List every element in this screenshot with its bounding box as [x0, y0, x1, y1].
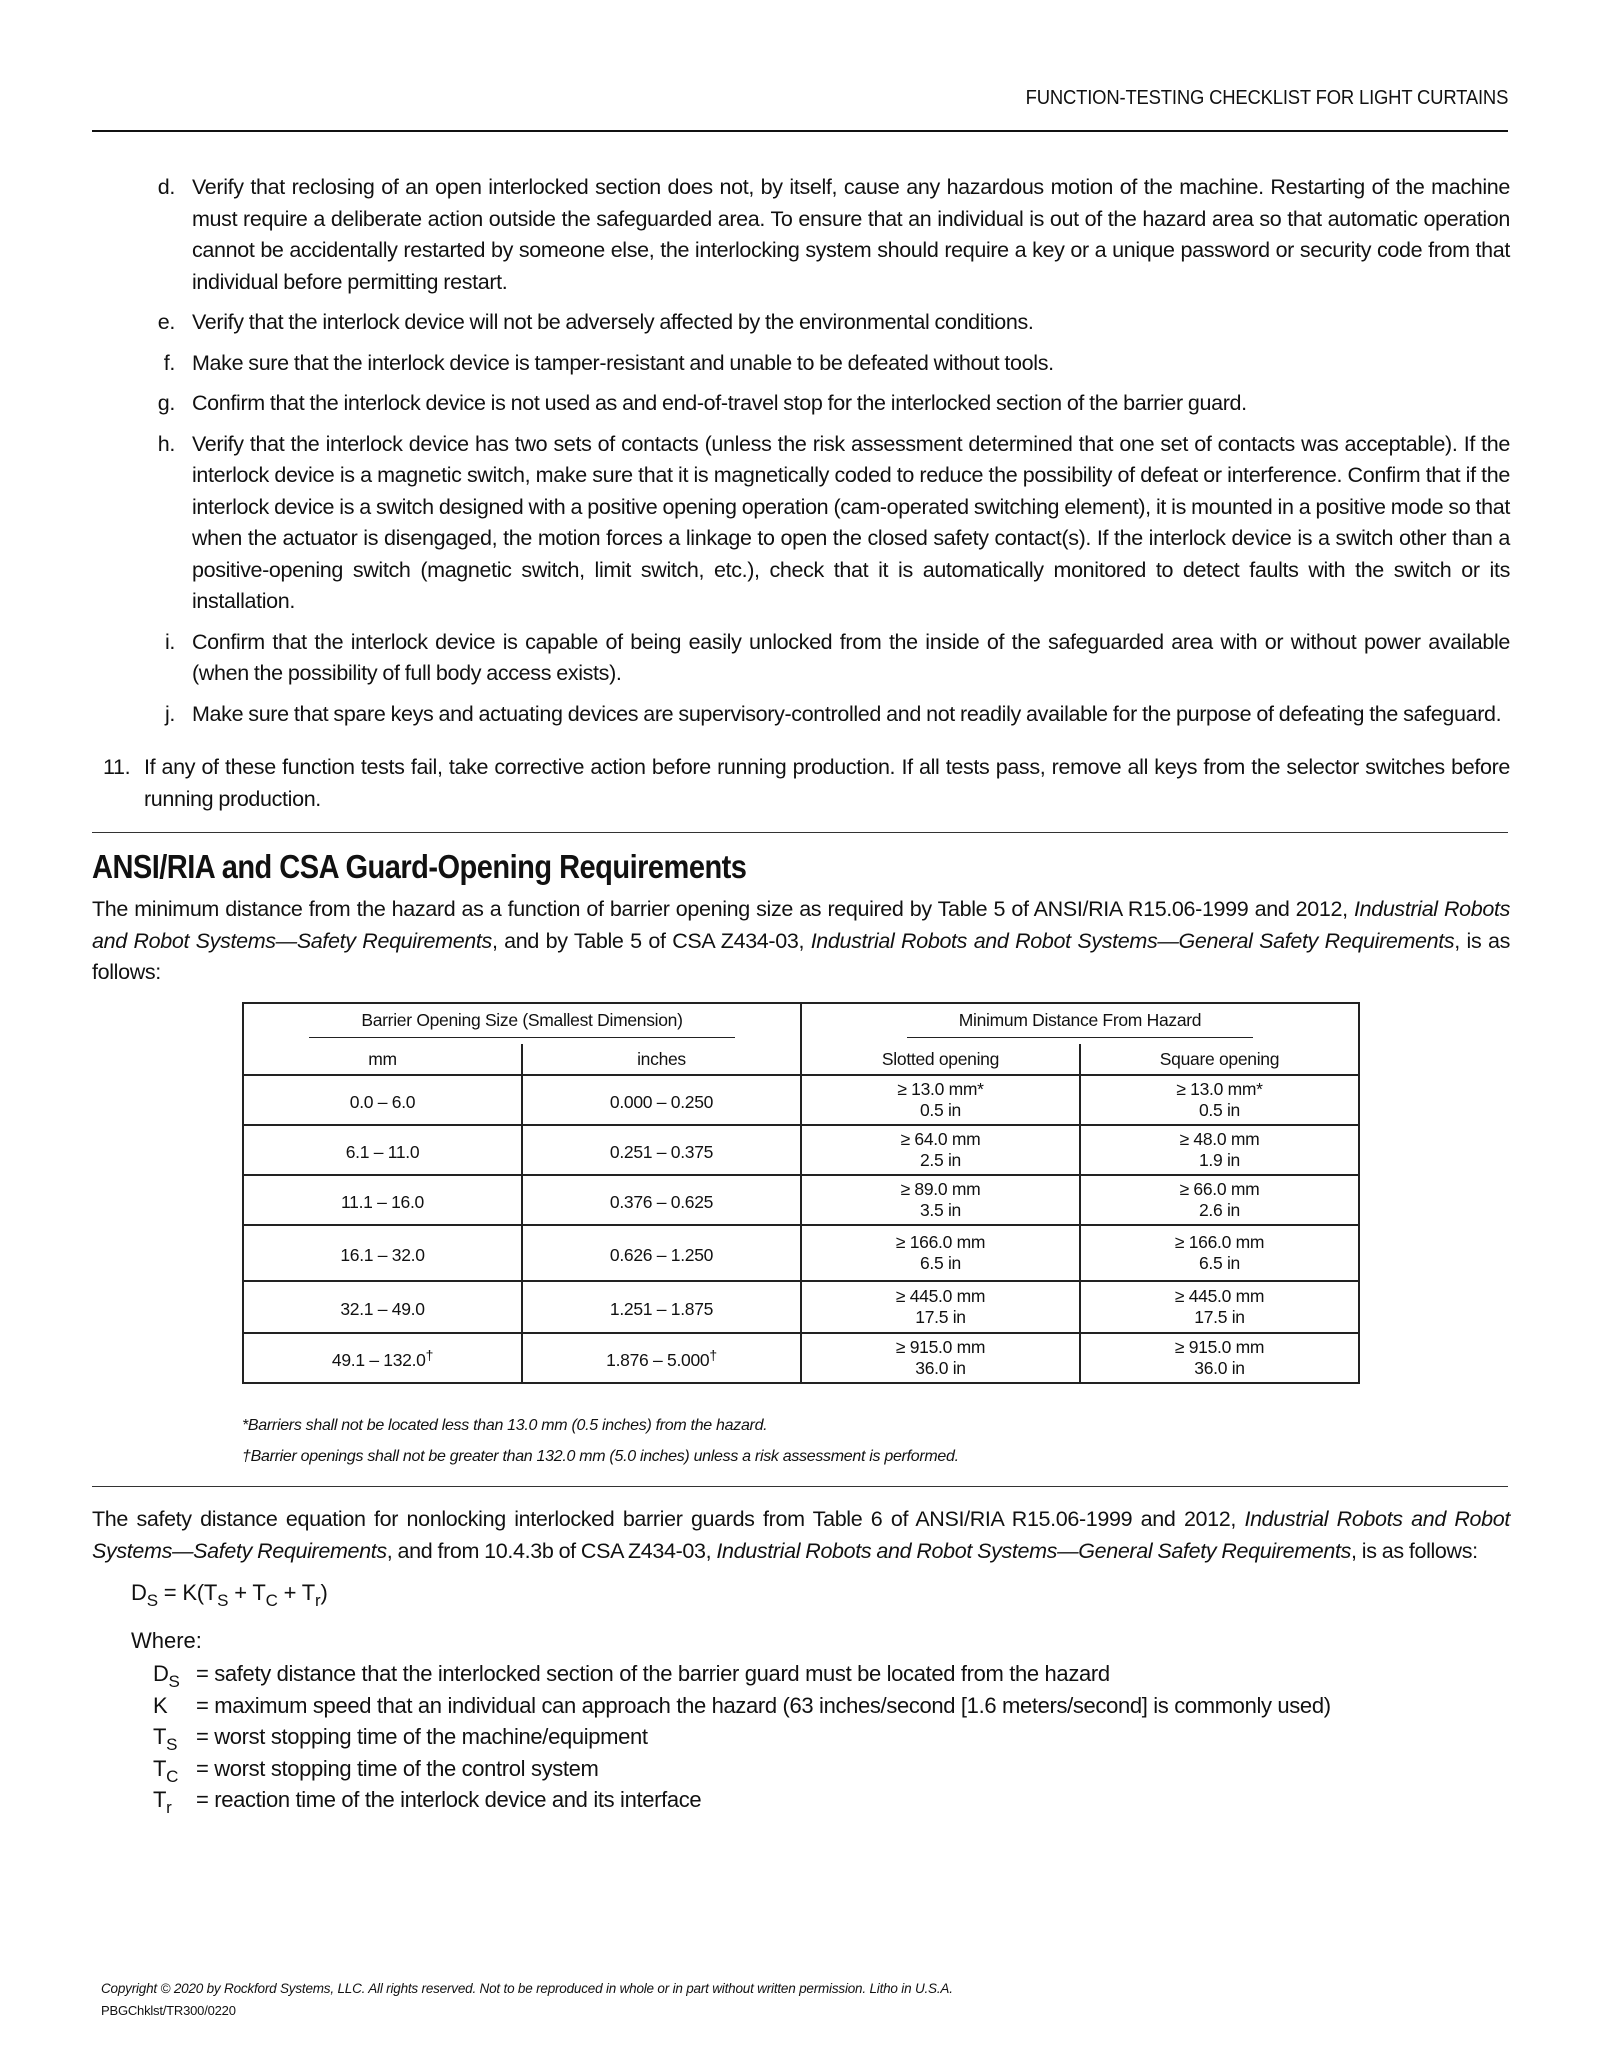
- definition-symbol: [153, 1784, 171, 1824]
- cell-value: 1.251 – 1.875: [609, 1299, 714, 1319]
- section-rule: [92, 832, 1508, 833]
- document-number: PBGChklst/TR300/0220: [101, 2003, 236, 2018]
- cell-value: 6.1 – 11.0: [345, 1142, 420, 1162]
- cell-inches: [522, 1225, 801, 1281]
- intro-text: , is as follows:: [92, 928, 1510, 984]
- section-intro: [92, 894, 1510, 989]
- cell-value: 1.9 in: [1198, 1150, 1240, 1170]
- checklist-item-11: [103, 752, 1510, 815]
- cell-value: 0.626 – 1.250: [609, 1245, 714, 1265]
- guard-opening-table: [242, 1002, 1360, 1384]
- cell-value: ≥ 445.0 mm: [895, 1286, 986, 1306]
- cell-value: 6.5 in: [919, 1253, 961, 1273]
- table-row: [243, 1075, 1359, 1125]
- cell-value: 0.0 – 6.0: [349, 1092, 416, 1112]
- safety-distance-equation: $D_S = K(T_S + T_C + T_r)$: [131, 1580, 328, 1610]
- footnote: †Barrier openings shall not be greater than 132.0 mm (5.0 inches) unless a risk assessment is performed.: [242, 1448, 959, 1465]
- cell-value: 6.5 in: [1198, 1253, 1240, 1273]
- cell-value: 2.5 in: [919, 1150, 961, 1170]
- intro-text: The safety distance equation for: [92, 1507, 407, 1531]
- intro-reference: Industrial Robots and Robot Systems—General Safety Requirements: [810, 928, 1455, 953]
- intro-text: , and by Table 5 of CSA Z434-03,: [491, 928, 811, 953]
- list-item-text: Make sure that the interlock device is tamper-resistant and unable to be defeated without tools.: [192, 350, 1054, 375]
- list-item-letter: g.: [157, 391, 175, 415]
- table-row: [243, 1333, 1359, 1383]
- cell-square: [1080, 1075, 1359, 1125]
- cell-value: ≥ 13.0 mm*: [1176, 1079, 1263, 1099]
- cell-square: [1080, 1175, 1359, 1225]
- cell-mm: [243, 1125, 522, 1175]
- list-item-letter: h.: [157, 431, 175, 456]
- cell-value: ≥ 89.0 mm: [900, 1179, 981, 1199]
- table-row: [243, 1125, 1359, 1175]
- where-label: Where:: [131, 1628, 202, 1653]
- cell-inches: [522, 1125, 801, 1175]
- list-item: [155, 348, 1510, 380]
- column-header: mm: [243, 1044, 522, 1075]
- section-title: ANSI/RIA and CSA Guard-Opening Requirements: [92, 848, 747, 885]
- column-header: inches: [522, 1044, 801, 1075]
- cell-value: ≥ 64.0 mm: [900, 1129, 981, 1149]
- symbol-letter: K: [153, 1692, 168, 1718]
- column-header: Slotted opening: [801, 1044, 1080, 1075]
- cell-mark: †: [425, 1347, 434, 1363]
- symbol-subscript: S: [166, 1735, 178, 1754]
- cell-slotted: [801, 1225, 1080, 1281]
- cell-value: 17.5 in: [915, 1307, 966, 1327]
- symbol-letter: T: [153, 1724, 167, 1749]
- cell-slotted: [801, 1075, 1080, 1125]
- running-header: FUNCTION-TESTING CHECKLIST FOR LIGHT CURTAINS: [1025, 86, 1508, 109]
- list-item: [155, 388, 1510, 420]
- list-item-letter: f.: [163, 350, 175, 375]
- list-item-text: Make sure that spare keys and actuating devices are supervisory-controlled and not readily available for the purpose of defeating the safeguard.: [192, 701, 1502, 726]
- cell-mm: [243, 1333, 522, 1383]
- table-group-header-label: Minimum Distance From Hazard: [907, 1010, 1254, 1038]
- cell-slotted: [801, 1175, 1080, 1225]
- cell-value: ≥ 66.0 mm: [1179, 1179, 1260, 1199]
- symbol-subscript: S: [168, 1672, 180, 1691]
- table-group-header: [801, 1003, 1359, 1044]
- cell-inches: [522, 1281, 801, 1333]
- section-rule: [92, 1486, 1508, 1487]
- cell-mm: [243, 1175, 522, 1225]
- intro-reference: Industrial Robots and Robot Systems—Safety Requirements: [92, 897, 1510, 953]
- cell-value: ≥ 915.0 mm: [895, 1337, 986, 1357]
- header-rule: [92, 130, 1508, 132]
- definition-text: = maximum speed that an individual can approach the hazard (63 inches/second [1.6 meters/second] is commonly used): [196, 1692, 1331, 1718]
- cell-slotted: [801, 1333, 1080, 1383]
- table-header-group-row: [243, 1003, 1359, 1044]
- symbol-subscript: r: [166, 1798, 172, 1817]
- list-item: [155, 172, 1510, 298]
- table-row: [243, 1175, 1359, 1225]
- cell-value: ≥ 166.0 mm: [895, 1232, 986, 1252]
- cell-square: [1080, 1281, 1359, 1333]
- list-item-text: Verify that the interlock device has two sets of contacts (unless the risk assessment determined that one set of contacts was acceptable). If the interlock device is a magnetic switch, make sure that it is magnetically coded to reduce the possibility of defeat or interference. Confirm that if the interlock device is a switch designed with a positive opening operation (cam-operated switching element), it is mounted in a positive mode so that when the actuator is disengaged, the motion forces a linkage to open the closed safety contact(s). If the interlock device is a switch other than a positive-opening switch (magnetic switch, limit switch, etc.), check that it is automatically monitored to detect faults with the switch or its installation.: [192, 431, 1510, 613]
- checklist-subitems: [155, 172, 1510, 739]
- cell-value: 11.1 – 16.0: [341, 1192, 424, 1212]
- cell-square: [1080, 1125, 1359, 1175]
- definition-text: = worst stopping time of the control system: [196, 1755, 599, 1781]
- cell-value: ≥ 445.0 mm: [1174, 1286, 1265, 1306]
- cell-mm: [243, 1075, 522, 1125]
- table-group-header: [243, 1003, 801, 1044]
- cell-value: 0.251 – 0.375: [609, 1142, 714, 1162]
- intro-emphasis: nonlocking: [406, 1507, 506, 1531]
- copyright-notice: Copyright © 2020 by Rockford Systems, LLC. All rights reserved. Not to be reproduced in whole or in part without written permission. Litho in U.S.A.: [101, 1981, 953, 1996]
- list-item-text: Verify that reclosing of an open interlocked section does not, by itself, cause any hazardous motion of the machine. Restarting of the machine must require a deliberate action outside the safeguarded area. To ensure that an individual is out of the hazard area so that automatic operation cannot be accidentally restarted by someone else, the interlocking system should require a key or a unique password or security code from that individual before permitting restart.: [192, 175, 1510, 294]
- cell-value: ≥ 48.0 mm: [1179, 1129, 1260, 1149]
- list-item: [155, 429, 1510, 618]
- list-item-number: 11.: [103, 755, 131, 779]
- cell-mm: [243, 1225, 522, 1281]
- cell-value: 49.1 – 132.0: [331, 1350, 426, 1370]
- cell-value: ≥ 915.0 mm: [1174, 1337, 1265, 1357]
- intro-text: The minimum distance from the hazard as a function of barrier opening size as required by Table 5 of ANSI/RIA R15.06-1999 and 2012,: [92, 897, 1354, 921]
- list-item-letter: j.: [164, 701, 175, 726]
- equation-intro: [92, 1504, 1510, 1567]
- definition-text: = worst stopping time of the machine/equipment: [196, 1724, 648, 1749]
- cell-square: [1080, 1333, 1359, 1383]
- cell-value: 0.5 in: [1198, 1100, 1240, 1120]
- symbol-letter: T: [153, 1755, 167, 1781]
- list-item: [155, 307, 1510, 339]
- footnote: *Barriers shall not be located less than 13.0 mm (0.5 inches) from the hazard.: [242, 1417, 768, 1434]
- definition-text: = safety distance that the interlocked section of the barrier guard must be located from the hazard: [196, 1661, 1110, 1686]
- cell-value: 17.5 in: [1194, 1307, 1245, 1327]
- cell-value: 0.376 – 0.625: [609, 1192, 714, 1212]
- list-item-text: Confirm that the interlock device is not used as and end-of-travel stop for the interlocked section of the barrier guard.: [192, 391, 1247, 415]
- cell-value: 36.0 in: [915, 1358, 966, 1378]
- cell-value: 0.5 in: [919, 1100, 961, 1120]
- cell-value: 16.1 – 32.0: [340, 1245, 425, 1265]
- cell-inches: [522, 1075, 801, 1125]
- list-item-text: If any of these function tests fail, take corrective action before running production. If all tests pass, remove all keys from the selector switches before running production.: [144, 755, 1510, 811]
- cell-value: 32.1 – 49.0: [340, 1299, 425, 1319]
- list-item-text: Verify that the interlock device will not be adversely affected by the environmental conditions.: [192, 310, 1034, 334]
- intro-text: interlocked barrier guards from Table 6 of ANSI/RIA R15.06-1999 and 2012,: [505, 1507, 1245, 1531]
- cell-value: 36.0 in: [1194, 1358, 1245, 1378]
- cell-mark: †: [709, 1347, 717, 1363]
- table-row: [243, 1281, 1359, 1333]
- list-item-letter: d.: [157, 175, 175, 199]
- intro-text: , and from 10.4.3b of CSA Z434-03,: [386, 1538, 717, 1563]
- symbol-letter: T: [153, 1787, 167, 1812]
- cell-value: ≥ 13.0 mm*: [897, 1079, 984, 1099]
- intro-text: , is as follows:: [1351, 1538, 1478, 1563]
- symbol-subscript: C: [166, 1766, 179, 1786]
- cell-inches: [522, 1175, 801, 1225]
- cell-value: 3.5 in: [919, 1200, 961, 1220]
- intro-reference: Industrial Robots and Robot Systems—Safety Requirements: [92, 1507, 1510, 1563]
- cell-slotted: [801, 1125, 1080, 1175]
- list-item: [155, 627, 1510, 690]
- list-item-letter: i.: [164, 629, 175, 654]
- list-item-letter: e.: [157, 310, 175, 334]
- list-item-text: Confirm that the interlock device is capable of being easily unlocked from the inside of the safeguarded area with or without power available (when the possibility of full body access exists).: [192, 629, 1510, 685]
- cell-mm: [243, 1281, 522, 1333]
- cell-slotted: [801, 1281, 1080, 1333]
- definition-text: = reaction time of the interlock device and its interface: [196, 1787, 702, 1812]
- table-group-header-label: Barrier Opening Size (Smallest Dimension): [309, 1010, 734, 1038]
- table-header-row: [243, 1044, 1359, 1075]
- cell-value: ≥ 166.0 mm: [1174, 1232, 1265, 1252]
- cell-value: 1.876 – 5.000: [606, 1350, 710, 1370]
- cell-square: [1080, 1225, 1359, 1281]
- intro-reference: Industrial Robots and Robot Systems—General Safety Requirements: [716, 1538, 1352, 1563]
- symbol-letter: D: [153, 1661, 169, 1686]
- column-header: Square opening: [1080, 1044, 1359, 1075]
- table-footnotes: [242, 1410, 959, 1472]
- list-item: [155, 699, 1510, 731]
- cell-inches: [522, 1333, 801, 1383]
- cell-value: 2.6 in: [1198, 1200, 1240, 1220]
- cell-value: 0.000 – 0.250: [609, 1092, 714, 1112]
- table-row: [243, 1225, 1359, 1281]
